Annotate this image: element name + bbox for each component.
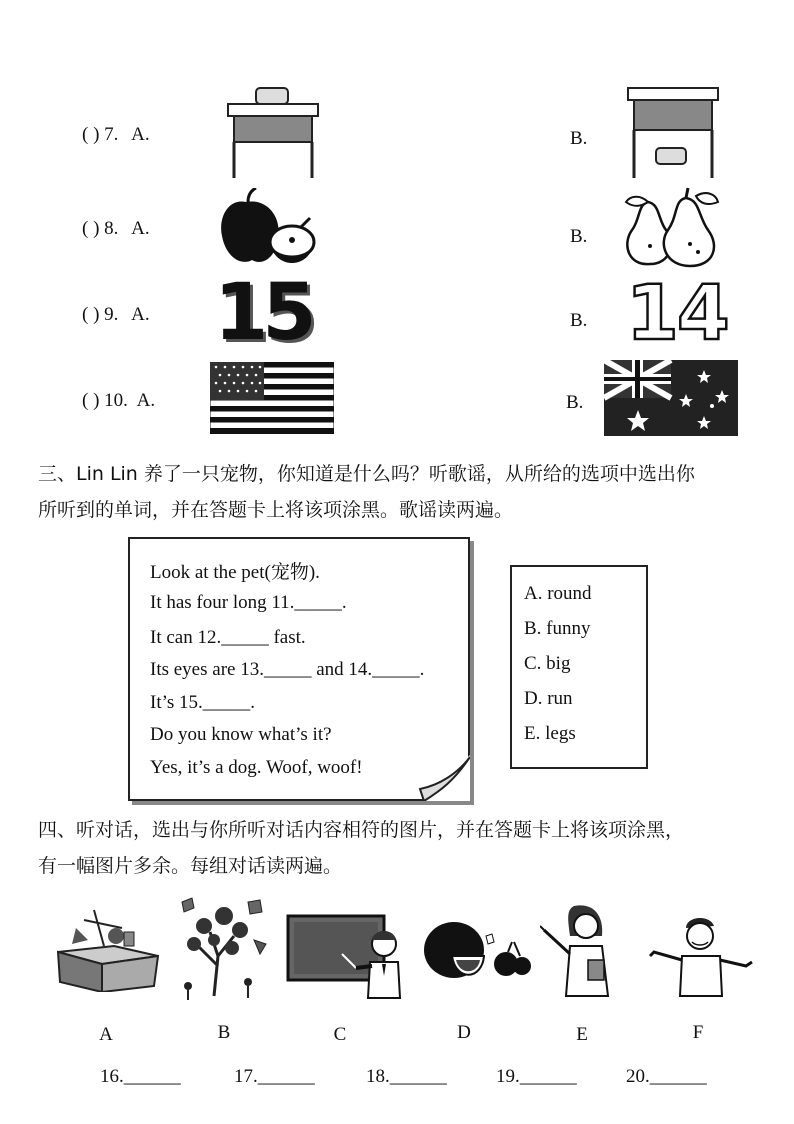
question-number: 7. (104, 124, 119, 145)
teacher-blackboard-icon[interactable] (286, 914, 404, 1000)
answer-paren[interactable]: ( ) (82, 390, 100, 411)
answer-blank-19[interactable]: 19.______ (496, 1066, 577, 1087)
rhyme-line: Look at the pet(宠物). (150, 562, 320, 583)
answer-paren[interactable]: ( ) (82, 218, 100, 239)
rhyme-card (128, 537, 470, 801)
number-15-icon[interactable]: 15 (214, 268, 311, 358)
option-a-label: A. (131, 304, 150, 325)
picture-label-c: C (333, 1024, 347, 1045)
apple-icon[interactable] (218, 188, 318, 270)
toy-box-icon[interactable] (54, 906, 160, 992)
answer-paren[interactable]: ( ) (82, 304, 100, 325)
section3-title (38, 456, 768, 528)
usa-flag-icon[interactable] (210, 362, 334, 434)
answer-blank-18[interactable]: 18.______ (366, 1066, 447, 1087)
number-14-icon[interactable]: 14 (626, 268, 728, 357)
answer-paren[interactable]: ( ) (82, 124, 100, 145)
rhyme-line: Its eyes are 13._____ and 14._____. (150, 659, 425, 680)
rhyme-line: Do you know what’s it? (150, 724, 332, 745)
answer-blank-16[interactable]: 16.______ (100, 1066, 181, 1087)
question-row-10 (82, 390, 155, 412)
option-b-label: B. (570, 128, 588, 149)
answer-blank-20[interactable]: 20.______ (626, 1066, 707, 1087)
answer-blank-17[interactable]: 17.______ (234, 1066, 315, 1087)
question-row-7 (82, 124, 150, 146)
question-number: 10. (104, 390, 128, 411)
option-a-label: A. (131, 124, 150, 145)
picture-label-a: A (99, 1024, 113, 1045)
woman-teacher-icon[interactable] (540, 902, 630, 998)
picture-label-f: F (692, 1022, 704, 1043)
rhyme-line: It’s 15._____. (150, 692, 256, 713)
rhyme-line: Yes, it’s a dog. Woof, woof! (150, 757, 363, 778)
book-under-desk-icon[interactable] (626, 86, 720, 180)
pear-icon[interactable] (620, 186, 724, 268)
option-item[interactable]: B. funny (524, 618, 591, 639)
tree-with-kites-icon[interactable] (174, 896, 270, 1002)
picture-label-e: E (576, 1024, 588, 1045)
book-on-desk-icon[interactable] (226, 86, 320, 180)
section4-title (38, 812, 768, 884)
boy-waving-icon[interactable] (646, 912, 754, 998)
option-item[interactable]: E. legs (524, 723, 576, 744)
section3-title-line2: 所听到的单词，并在答题卡上将该项涂黑。歌谣读两遍。 (38, 499, 514, 521)
question-number: 9. (104, 304, 119, 325)
section3-title-line1: 三、Lin Lin 养了一只宠物，你知道是什么吗？听歌谣，从所给的选项中选出你 (38, 463, 695, 485)
option-b-label: B. (570, 310, 588, 331)
fruits-icon[interactable] (420, 916, 532, 986)
section4-title-line1: 四、听对话，选出与你所听对话内容相符的图片，并在答题卡上将该项涂黑， (38, 819, 685, 841)
question-row-8 (82, 218, 150, 240)
option-item[interactable]: A. round (524, 583, 592, 604)
australia-flag-icon[interactable] (604, 360, 738, 436)
option-b-label: B. (570, 226, 588, 247)
question-row-9 (82, 304, 150, 326)
options-box (510, 565, 648, 769)
picture-label-b: B (217, 1022, 231, 1043)
picture-label-d: D (457, 1022, 471, 1043)
rhyme-line: It has four long 11._____. (150, 592, 347, 613)
page-curl-icon (410, 755, 470, 801)
option-b-label: B. (566, 392, 584, 413)
option-a-label: A. (136, 390, 156, 411)
option-item[interactable]: C. big (524, 653, 571, 674)
option-a-label: A. (131, 218, 150, 239)
rhyme-line: It can 12._____ fast. (150, 627, 306, 648)
section4-title-line2: 有一幅图片多余。每组对话读两遍。 (38, 855, 343, 877)
option-item[interactable]: D. run (524, 688, 573, 709)
question-number: 8. (104, 218, 119, 239)
